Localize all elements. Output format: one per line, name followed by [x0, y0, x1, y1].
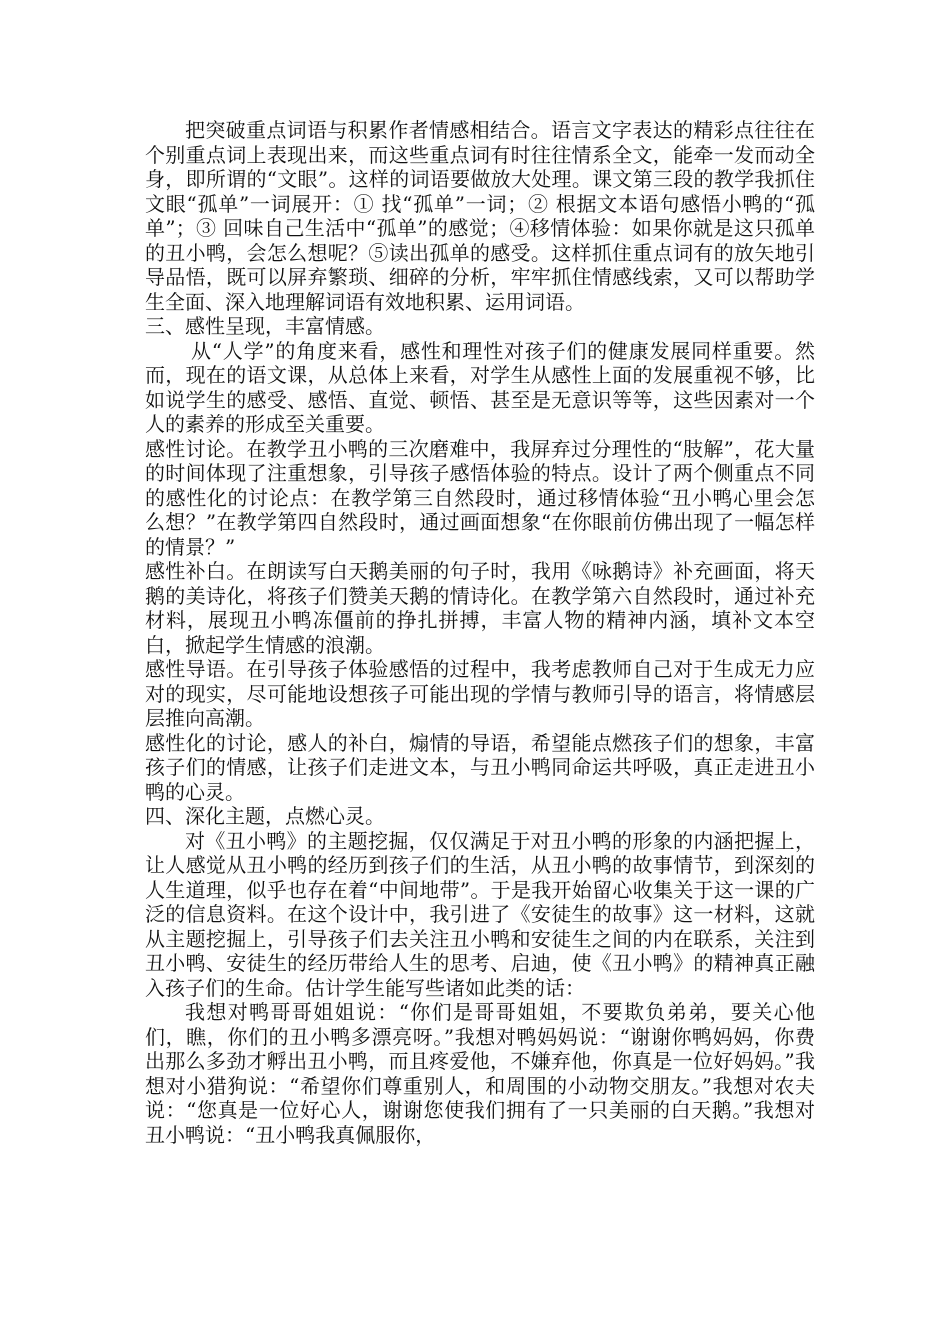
paragraph-perceptual-discussion: 感性讨论。在教学丑小鸭的三次磨难中，我屏弃过分理性的“肢解”，花大量的时间体现了注重想象，引导孩子感悟体验的特点。设计了两个侧重点不同的感性化的讨论点：在教学第三自然段时，通过移情体验“丑小鸭心里会怎么想？”在教学第四自然段时，通过画面想象“在你眼前仿佛出现了一幅怎样的情景？”: [145, 436, 815, 559]
paragraph-keyword-focus: 把突破重点词语与积累作者情感相结合。语言文字表达的精彩点往往在个别重点词上表现出来，而这些重点词有时往往情系全文，能牵一发而动全身，即所谓的“文眼”。这样的词语要做放大处理。课文第三段的教学我抓住文眼“孤单”一词展开：① 找“孤单”一词；② 根据文本语句感悟小鸭的“孤单”；③ 回味自己生活中“孤单”的感觉；④移情体验：如果你就是这只孤单的丑小鸭，会怎么想呢？⑤读出孤单的感受。这样抓住重点词有的放矢地引导品悟，既可以屏弃繁琐、细碎的分析，牢牢抓住情感线索，又可以帮助学生全面、深入地理解词语有效地积累、运用词语。: [145, 118, 815, 314]
section-heading-4: 四、深化主题，点燃心灵。: [145, 804, 385, 828]
document-body: [145, 118, 815, 1147]
section-heading-3: 三、感性呈现，丰富情感。: [145, 314, 385, 338]
paragraph-perceptual-summary: 感性化的讨论，感人的补白，煽情的导语，希望能点燃孩子们的想象，丰富孩子们的情感，让孩子们走进文本，与丑小鸭同命运共呼吸，真正走进丑小鸭的心灵。: [145, 730, 815, 804]
paragraph-humanities-view: 从“人学”的角度来看，感性和理性对孩子们的健康发展同样重要。然而，现在的语文课，从总体上来看，对学生从感性上面的发展重视不够，比如说学生的感受、感悟、直觉、顿悟、甚至是无意识等等，这些因素对一个人的素养的形成至关重要。: [145, 338, 815, 436]
paragraph-theme-deepening: 对《丑小鸭》的主题挖掘，仅仅满足于对丑小鸭的形象的内涵把握上，让人感觉从丑小鸭的经历到孩子们的生活，从丑小鸭的故事情节，到深刻的人生道理，似乎也存在着“中间地带”。于是我开始留心收集关于这一课的广泛的信息资料。在这个设计中，我引进了《安徒生的故事》这一材料，这就从主题挖掘上，引导孩子们去关注丑小鸭和安徒生之间的内在联系，关注到丑小鸭、安徒生的经历带给人生的思考、启迪，使《丑小鸭》的精神真正融入孩子们的生命。估计学生能写些诸如此类的话：: [145, 828, 815, 1000]
paragraph-perceptual-supplement: 感性补白。在朗读写白天鹅美丽的句子时，我用《咏鹅诗》补充画面，将天鹅的美诗化，将孩子们赞美天鹅的情诗化。在教学第六自然段时，通过补充材料，展现丑小鸭冻僵前的挣扎拼搏，丰富人物的精神内涵，填补文本空白，掀起学生情感的浪潮。: [145, 559, 815, 657]
paragraph-student-examples: 我想对鸭哥哥姐姐说：“你们是哥哥姐姐，不要欺负弟弟，要关心他们，瞧，你们的丑小鸭多漂亮呀。”我想对鸭妈妈说：“谢谢你鸭妈妈，你费出那么多劲才孵出丑小鸭，而且疼爱他，不嫌弃他，你真是一位好妈妈。”我想对小猎狗说：“希望你们尊重别人，和周围的小动物交朋友。”我想对农夫说：“您真是一位好心人，谢谢您使我们拥有了一只美丽的白天鹅。”我想对丑小鸭说：“丑小鸭我真佩服你，: [145, 1000, 815, 1147]
paragraph-perceptual-guidance: 感性导语。在引导孩子体验感悟的过程中，我考虑教师自己对于生成无力应对的现实，尽可能地设想孩子可能出现的学情与教师引导的语言，将情感层层推向高潮。: [145, 657, 815, 730]
